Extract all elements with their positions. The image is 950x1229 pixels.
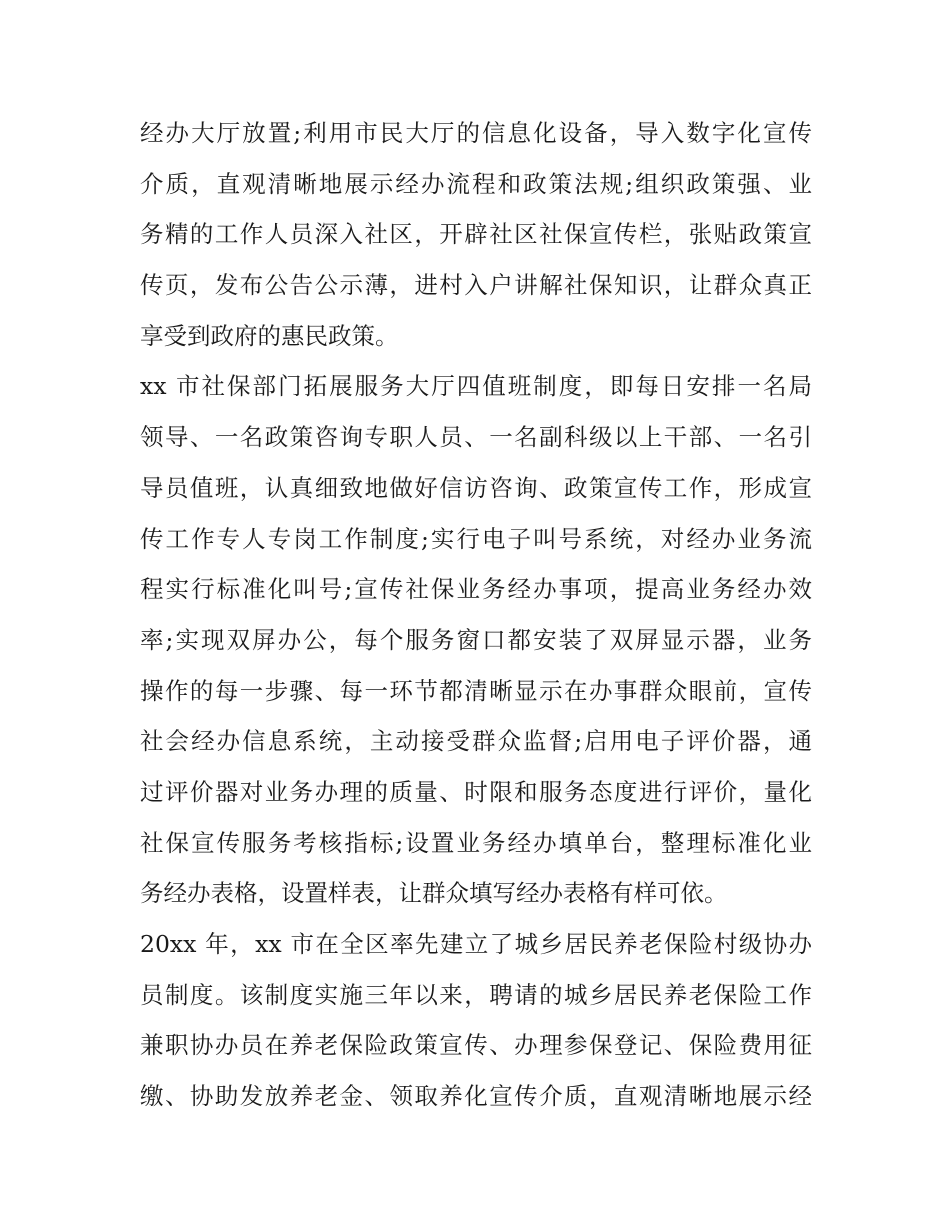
text-line: 兼职协办员在养老保险政策宣传、办理参保登记、保险费用征 <box>140 1031 812 1060</box>
text-line: 经办大厅放置;利用市民大厅的信息化设备，导入数字化宣传 <box>140 119 812 147</box>
text-line: 领导、一名政策咨询专职人员、一名副科级以上干部、一名引 <box>140 423 812 452</box>
text-line: 传工作专人专岗工作制度;实行电子叫号系统，对经办业务流 <box>140 524 812 553</box>
text-line: 享受到政府的惠民政策。 <box>140 321 399 350</box>
text-line: 缴、协助发放养老金、领取养化宣传介质，直观清晰地展示经 <box>140 1082 812 1111</box>
text-line: 率;实现双屏办公，每个服务窗口都安装了双屏显示器，业务 <box>140 625 812 654</box>
text-line: 程实行标准化叫号;宣传社保业务经办事项，提高业务经办效 <box>140 575 812 604</box>
text-line: 务经办表格，设置样表，让群众填写经办表格有样可依。 <box>140 879 728 908</box>
text-line: 传页，发布公告公示薄，进村入户讲解社保知识，让群众真正 <box>140 271 812 300</box>
text-line: 介质，直观清晰地展示经办流程和政策法规;组织政策强、业 <box>140 169 812 198</box>
text-line: 务精的工作人员深入社区，开辟社区社保宣传栏，张贴政策宣 <box>140 220 812 249</box>
text-line: 员制度。该制度实施三年以来，聘请的城乡居民养老保险工作 <box>140 980 812 1009</box>
text-line: 导员值班，认真细致地做好信访咨询、政策宣传工作，形成宣 <box>140 473 812 502</box>
text-line: 社会经办信息系统，主动接受群众监督;启用电子评价器，通 <box>140 727 812 756</box>
document-body <box>140 108 812 1122</box>
text-line: 20xx 年，xx 市在全区率先建立了城乡居民养老保险村级协办 <box>140 930 812 958</box>
text-line: xx 市社保部门拓展服务大厅四值班制度，即每日安排一名局 <box>140 372 812 401</box>
text-line: 社保宣传服务考核指标;设置业务经办填单台，整理标准化业 <box>140 828 812 857</box>
text-line: 操作的每一步骤、每一环节都清晰显示在办事群众眼前，宣传 <box>140 676 812 705</box>
text-line: 过评价器对业务办理的质量、时限和服务态度进行评价，量化 <box>140 777 812 806</box>
